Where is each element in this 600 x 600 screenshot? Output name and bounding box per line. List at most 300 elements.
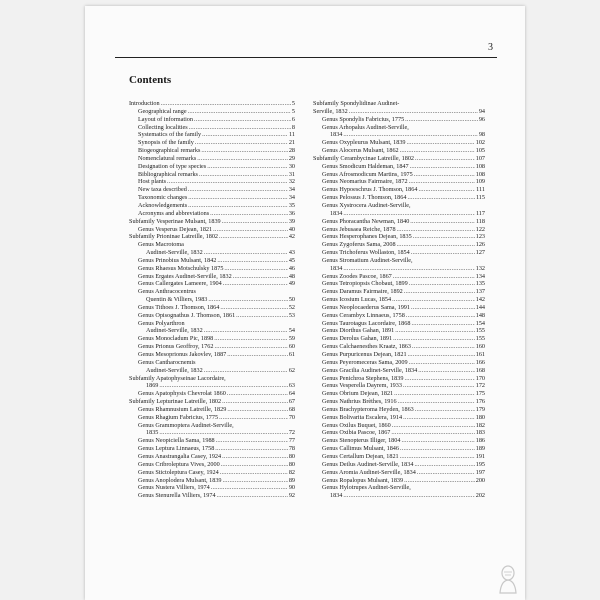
toc-entry-page: 31 [288, 170, 295, 178]
toc-entry [129, 139, 295, 147]
toc-entry [129, 343, 295, 351]
document-page [85, 6, 525, 600]
toc-entry-page: 123 [475, 233, 485, 241]
dot-leader [216, 437, 288, 445]
toc-entry-title: 1835 [146, 429, 159, 437]
toc-entry-page: 107 [475, 154, 485, 162]
toc-entry-title: Genus Tithoes J. Thomson, 1864 [138, 303, 220, 311]
toc-entry [313, 116, 485, 124]
toc-entry-title: Genus Oxibia Pascoe, 1867 [322, 429, 391, 437]
toc-entry [313, 484, 485, 492]
toc-entry [313, 178, 485, 186]
contents-right-column [313, 100, 485, 500]
toc-entry [129, 171, 295, 179]
toc-entry-page: 96 [478, 115, 485, 123]
toc-entry [129, 100, 295, 108]
toc-entry-page: 67 [288, 398, 295, 406]
dot-leader [409, 178, 475, 186]
toc-entry-page: 200 [475, 476, 485, 484]
toc-entry-page: 8 [291, 123, 295, 131]
toc-entry-page: 154 [475, 319, 485, 327]
toc-entry-title: Genus Bolivarita Escalera, 1914 [322, 413, 403, 421]
toc-entry-title: Genus Tetropiopsis Chobaut, 1899 [322, 280, 408, 288]
dot-leader [400, 147, 475, 155]
dot-leader [343, 492, 474, 500]
toc-entry-page: 89 [288, 476, 295, 484]
toc-entry [313, 359, 485, 367]
dot-leader [408, 351, 475, 359]
dot-leader [413, 233, 475, 241]
toc-entry-page: 189 [475, 445, 485, 453]
toc-entry-title: Subfamily Cerambycinae Latreille, 1802 [313, 154, 415, 162]
toc-entry-page: 29 [288, 154, 295, 162]
toc-entry [313, 382, 485, 390]
toc-entry [129, 445, 295, 453]
dot-leader [194, 116, 291, 124]
dot-leader [403, 382, 475, 390]
toc-entry-title: Genus Jebusaea Reiche, 1878 [322, 225, 396, 233]
toc-entry [313, 257, 485, 265]
dot-leader [214, 335, 288, 343]
dot-leader [343, 131, 477, 139]
toc-entry [129, 367, 295, 375]
dot-leader [222, 218, 288, 226]
dot-leader [405, 116, 478, 124]
toc-entry [313, 477, 485, 485]
toc-entry-title: Subfamily Vesperinae Mulsant, 1839 [129, 217, 221, 225]
toc-entry [129, 422, 295, 430]
dot-leader [210, 210, 288, 218]
toc-entry [129, 304, 295, 312]
toc-entry [129, 359, 295, 367]
toc-entry [313, 171, 485, 179]
dot-leader [411, 304, 475, 312]
toc-entry-title: Genus Aromia Audinet-Serville, 1834 [322, 468, 416, 476]
toc-entry-page: 180 [475, 413, 485, 421]
toc-entry [313, 461, 485, 469]
toc-entry [313, 406, 485, 414]
dot-leader [215, 445, 288, 453]
dot-leader [401, 437, 474, 445]
toc-entry-page: 48 [288, 272, 295, 280]
toc-entry [129, 477, 295, 485]
dot-leader [159, 429, 287, 437]
toc-entry-page: 80 [288, 460, 295, 468]
dot-leader [394, 390, 475, 398]
toc-entry [129, 226, 295, 234]
toc-entry [129, 414, 295, 422]
toc-entry-title: 1834 [330, 209, 343, 217]
toc-entry [313, 320, 485, 328]
toc-entry-title: Bibliographical remarks [138, 170, 198, 178]
toc-entry-page: 34 [288, 194, 295, 202]
toc-entry-title: Audinet-Serville, 1832 [146, 249, 203, 257]
toc-entry [313, 202, 485, 210]
toc-entry-page: 144 [475, 303, 485, 311]
toc-entry [129, 351, 295, 359]
toc-entry-page: 80 [288, 452, 295, 460]
dot-leader [188, 186, 288, 194]
toc-entry-page: 135 [475, 280, 485, 288]
toc-entry-title: Genus Cerambyx Linnaeus, 1758 [322, 311, 405, 319]
toc-entry-title: Subfamily Spondylidinae Audinet- [313, 100, 400, 107]
toc-entry-page: 60 [288, 343, 295, 351]
toc-entry [129, 155, 295, 163]
toc-entry [313, 327, 485, 335]
toc-entry-title: Genus Stenurella Villiers, 1974 [138, 492, 216, 500]
toc-entry-title: Geographical range [138, 107, 187, 115]
toc-entry-title: Designation of type species [138, 162, 207, 170]
toc-entry-page: 46 [288, 264, 295, 272]
toc-entry-page: 170 [475, 374, 485, 382]
toc-entry-page: 50 [288, 296, 295, 304]
toc-entry-page: 117 [475, 209, 485, 217]
toc-entry [313, 367, 485, 375]
toc-entry-page: 160 [475, 343, 485, 351]
toc-entry [313, 304, 485, 312]
toc-entry [129, 375, 295, 383]
toc-entry-title: Genus Polyarthron [138, 319, 185, 327]
dot-leader [417, 469, 475, 477]
toc-entry-page: 64 [288, 390, 295, 398]
toc-entry-page: 161 [475, 351, 485, 358]
dot-leader [222, 398, 288, 406]
dot-leader [395, 327, 475, 335]
toc-entry [313, 241, 485, 249]
toc-entry-page: 92 [288, 492, 295, 500]
toc-entry [313, 131, 485, 139]
toc-entry-title: Nomenclatural remarks [138, 154, 197, 162]
dot-leader [398, 398, 475, 406]
toc-entry [313, 186, 485, 194]
dot-leader [343, 265, 474, 273]
toc-entry [129, 194, 295, 202]
toc-entry [129, 249, 295, 257]
toc-entry-page: 134 [475, 272, 485, 280]
toc-entry-title: Genus Deilus Audinet-Serville, 1834 [322, 460, 414, 468]
dot-leader [406, 312, 475, 320]
toc-entry-page: 72 [288, 429, 295, 437]
toc-entry-title: Genus Anoplodera Mulsant, 1839 [138, 476, 222, 484]
toc-entry [129, 327, 295, 335]
toc-entry-page: 197 [475, 468, 485, 476]
toc-entry [129, 398, 295, 406]
dot-leader [411, 249, 475, 257]
toc-entry-title: Genus Nustera Villiers, 1974 [138, 484, 210, 492]
toc-entry-title: Genus Mesoprionus Jakovlev, 1887 [138, 351, 227, 358]
toc-entry-page: 148 [475, 311, 485, 319]
dot-leader [188, 108, 291, 116]
toc-entry-title: Genus Phoracantha Newman, 1840 [322, 217, 410, 225]
toc-entry [129, 257, 295, 265]
page-number: 3 [488, 42, 493, 53]
toc-entry-title: Genus Gracilia Audinet-Serville, 1834 [322, 366, 418, 374]
toc-entry-title: Genus Opisognathus J. Thomson, 1861 [138, 311, 236, 319]
toc-entry-page: 30 [288, 162, 295, 170]
dot-leader [217, 257, 287, 265]
dot-leader [412, 343, 475, 351]
toc-entry-page: 5 [291, 100, 295, 107]
toc-entry [313, 124, 485, 132]
dot-leader [199, 171, 288, 179]
toc-entry-title: Genus Callimus Mulsant, 1846 [322, 445, 399, 453]
toc-entry-page: 6 [291, 115, 295, 123]
toc-entry-title: Genus Xystrocera Audinet-Serville, [322, 201, 411, 209]
toc-entry-page: 155 [475, 335, 485, 343]
toc-entry-title: 1834 [330, 264, 343, 272]
toc-entry [313, 492, 485, 500]
toc-entry-title: Genus Pelossus J. Thomson, 1864 [322, 194, 407, 202]
toc-entry [129, 124, 295, 132]
toc-entry-title: Genus Afrosmodicum Martins, 1975 [322, 170, 413, 178]
toc-entry-page: 43 [288, 249, 295, 257]
dot-leader [349, 108, 478, 116]
dot-leader [188, 202, 288, 210]
dot-leader [207, 163, 288, 171]
toc-entry-title: Taxonomic changes [138, 194, 188, 202]
dot-leader [409, 359, 475, 367]
toc-entry-title: Genus Penichroa Stephens, 1839 [322, 374, 404, 382]
toc-entry-title: Genus Macrotoma [138, 241, 184, 249]
toc-entry-page: 70 [288, 413, 295, 421]
toc-entry-title: Subfamily Apatophyseinae Lacordaire, [129, 374, 226, 382]
dot-leader [213, 226, 288, 234]
toc-entry [313, 469, 485, 477]
toc-entry [313, 218, 485, 226]
toc-entry-title: 1834 [330, 492, 343, 500]
dot-leader [220, 469, 288, 477]
toc-entry-title: Introduction [129, 100, 160, 107]
dot-leader [208, 296, 287, 304]
toc-entry-title: Host plants [138, 178, 167, 186]
toc-entry [129, 390, 295, 398]
toc-entry-title: Genus Alocerus Mulsant, 1862 [322, 147, 399, 155]
toc-entry-page: 109 [475, 178, 485, 186]
dot-leader [400, 445, 475, 453]
toc-entry-title: Subfamily Prioninae Latreille, 1802 [129, 233, 219, 241]
dot-leader [392, 422, 475, 430]
toc-entry-title: Layout of information [138, 115, 193, 123]
toc-entry-page: 34 [288, 186, 295, 194]
toc-entry-page: 68 [288, 405, 295, 413]
toc-entry [313, 280, 485, 288]
toc-entry-title: Genus Trichoferus Wollaston, 1854 [322, 249, 410, 257]
toc-entry-page: 90 [288, 484, 295, 492]
toc-entry [129, 469, 295, 477]
toc-entry-page: 5 [291, 107, 295, 115]
toc-entry-page: 122 [475, 225, 485, 233]
toc-entry-page: 142 [475, 296, 485, 304]
toc-entry [129, 461, 295, 469]
toc-entry-title: Audinet-Serville, 1832 [146, 327, 203, 335]
toc-entry-page: 137 [475, 288, 485, 296]
toc-entry-title: Genus Hypoeschrus J. Thomson, 1864 [322, 186, 418, 194]
toc-entry-title: Genus Hesperophanes Dejean, 1835 [322, 233, 412, 241]
dot-leader [397, 241, 475, 249]
toc-entry [129, 273, 295, 281]
toc-entry-page: 59 [288, 335, 295, 343]
dot-leader [167, 178, 288, 186]
toc-entry-page: 21 [288, 139, 295, 147]
toc-entry-page: 105 [475, 147, 485, 155]
dot-leader [204, 249, 288, 257]
dot-leader [343, 210, 475, 218]
toc-entry [313, 312, 485, 320]
toc-entry [129, 178, 295, 186]
toc-entry-page: 183 [475, 429, 485, 437]
toc-entry-page: 111 [476, 186, 485, 194]
dot-leader [414, 171, 475, 179]
dot-leader [407, 194, 474, 202]
dot-leader [227, 390, 288, 398]
toc-entry-page: 36 [288, 209, 295, 217]
toc-entry-title: Genus Ropalopus Mulsant, 1839 [322, 476, 404, 484]
toc-entry-page: 39 [288, 217, 295, 225]
dot-leader [393, 335, 475, 343]
toc-entry [129, 437, 295, 445]
toc-entry-title: Acronyms and abbreviations [138, 209, 210, 217]
dot-leader [392, 296, 475, 304]
toc-entry-page: 40 [288, 225, 295, 233]
toc-entry-title: Subfamily Lepturinae Latreille, 1802 [129, 398, 222, 406]
dot-leader [204, 367, 288, 375]
dot-leader [227, 406, 287, 414]
toc-entry-title: Collecting localities [138, 123, 188, 131]
toc-entry [313, 351, 485, 359]
toc-entry-title: Genus Cantharocnemis [138, 358, 196, 366]
toc-entry [129, 163, 295, 171]
toc-entry [313, 265, 485, 273]
toc-entry-title: Genus Neoplocaederus Sama, 1991 [322, 303, 410, 311]
toc-entry-page: 102 [475, 139, 485, 147]
dot-leader [204, 327, 288, 335]
toc-entry-page: 182 [475, 421, 485, 429]
dot-leader [202, 131, 288, 139]
toc-entry-page: 132 [475, 264, 485, 272]
toc-entry-page: 179 [475, 405, 485, 413]
toc-entry [313, 296, 485, 304]
toc-entry-page: 52 [288, 303, 295, 311]
toc-entry-title: Genus Cribroleptura Vives, 2000 [138, 460, 220, 468]
toc-entry [313, 163, 485, 171]
toc-entry-title: Genus Peyeromeceras Sama, 2009 [322, 358, 408, 366]
toc-entry-page: 118 [475, 217, 485, 225]
dot-leader [418, 367, 475, 375]
dot-leader [221, 461, 288, 469]
dot-leader [415, 155, 475, 163]
toc-entry-title: Genus Taurotagus Lacordaire, 1868 [322, 319, 411, 327]
toc-entry-page: 115 [475, 194, 485, 202]
toc-entry-page: 35 [288, 201, 295, 209]
toc-entry-title: Genus Prionus Geoffroy, 1762 [138, 343, 214, 351]
toc-entry [313, 414, 485, 422]
toc-entry-page: 53 [288, 311, 295, 319]
toc-entry-title: Biogeographical remarks [138, 147, 201, 155]
toc-entry [129, 147, 295, 155]
toc-entry-title: Genus Zoodes Pascoe, 1867 [322, 272, 392, 280]
toc-entry [313, 445, 485, 453]
toc-entry-page: 62 [288, 366, 295, 374]
dot-leader [195, 139, 288, 147]
dot-leader [236, 312, 288, 320]
toc-entry-title: Genus Spondylis Fabricius, 1775 [322, 115, 405, 123]
dot-leader [414, 461, 474, 469]
toc-entry-page: 82 [288, 468, 295, 476]
dot-leader [159, 382, 287, 390]
toc-entry [129, 131, 295, 139]
dot-leader [220, 304, 287, 312]
toc-entry-title: Genus Oxypleurus Mulsant, 1839 [322, 139, 406, 147]
toc-entry-title: Audinet-Serville, 1832 [146, 366, 203, 374]
toc-entry [313, 108, 485, 116]
toc-entry [313, 226, 485, 234]
toc-entry-title: Genus Daramus Fairmaire, 1892 [322, 288, 403, 296]
toc-entry-title: Genus Callergates Lameere, 1904 [138, 280, 222, 288]
page-title: Contents [129, 74, 172, 86]
dot-leader [223, 477, 288, 485]
dot-leader [219, 414, 288, 422]
dot-leader [222, 453, 288, 461]
toc-entry-title: Genus Rhagium Fabricius, 1775 [138, 413, 219, 421]
toc-entry-title: Genus Neomarius Fairmaire, 1872 [322, 178, 408, 186]
header-rule [115, 57, 497, 58]
toc-entry [313, 100, 485, 108]
toc-entry-title: Genus Smodicum Haldeman, 1847 [322, 162, 409, 170]
toc-entry-page: 42 [288, 233, 295, 241]
toc-entry-page: 172 [475, 382, 485, 390]
toc-entry [313, 273, 485, 281]
toc-entry-page: 78 [288, 445, 295, 453]
publisher-logo-icon [495, 564, 521, 594]
toc-entry [129, 335, 295, 343]
dot-leader [397, 226, 475, 234]
toc-entry-page: 127 [475, 249, 485, 257]
dot-leader [411, 320, 474, 328]
toc-entry-title: Genus Purpuricenus Dejean, 1821 [322, 351, 407, 358]
toc-entry [129, 218, 295, 226]
toc-entry-title: Genus Certallum Dejean, 1821 [322, 452, 399, 460]
dot-leader [403, 414, 475, 422]
toc-entry-page: 108 [475, 170, 485, 178]
toc-entry [129, 492, 295, 500]
contents-left-column [129, 100, 295, 500]
toc-entry-page: 94 [478, 107, 485, 115]
toc-entry-page: 54 [288, 327, 295, 335]
toc-entry-title: Genus Anastrangalia Casey, 1924 [138, 452, 222, 460]
toc-entry-title: Genus Stromatium Audinet-Serville, [322, 256, 413, 264]
toc-entry-page: 77 [288, 437, 295, 445]
toc-entry-title: Genus Leptura Linnaeus, 1758 [138, 445, 215, 453]
dot-leader [404, 477, 475, 485]
toc-entry-title: Genus Rhamnusium Latreille, 1829 [138, 405, 227, 413]
toc-entry [129, 406, 295, 414]
toc-entry [313, 398, 485, 406]
dot-leader [217, 492, 288, 500]
dot-leader [233, 273, 288, 281]
dot-leader [161, 100, 291, 108]
toc-entry-title: Genus Hylotrupes Audinet-Serville, [322, 484, 411, 492]
toc-entry-title: Genus Grammoptera Audinet-Serville, [138, 421, 234, 429]
toc-entry-page: 32 [288, 178, 295, 186]
toc-entry [129, 108, 295, 116]
dot-leader [400, 453, 475, 461]
toc-entry-title: Genus Obrium Dejean, 1821 [322, 390, 394, 398]
toc-entry-title: 1834 [330, 131, 343, 139]
dot-leader [197, 155, 288, 163]
toc-entry [129, 484, 295, 492]
toc-entry [313, 194, 485, 202]
dot-leader [201, 147, 287, 155]
